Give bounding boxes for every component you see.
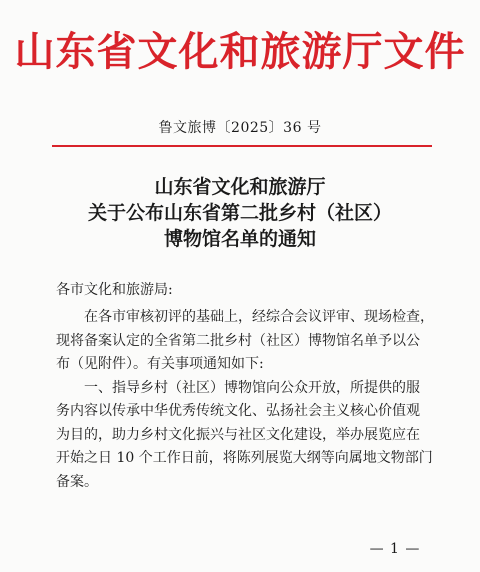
body-line-7: 开始之日 10 个工作日前，将陈列展览大纲等向属地文物部门 <box>56 450 433 466</box>
body-line-4: 一、指导乡村（社区）博物馆向公众开放，所提供的服 <box>84 379 420 396</box>
issuing-authority-header: 山东省文化和旅游厅文件 <box>14 28 466 75</box>
notice-title-line-1: 山东省文化和旅游厅 <box>154 176 326 198</box>
body-line-8: 备案。 <box>56 473 98 490</box>
notice-title <box>0 174 480 252</box>
body-line-6: 为目的，助力乡村文化振兴与社区文化建设，举办展览应在 <box>56 426 420 443</box>
notice-title-line-2: 关于公布山东省第二批乡村（社区） <box>87 202 392 224</box>
document-number: 鲁文旅博〔2025〕36 号 <box>158 120 322 136</box>
page-number: — 1 — <box>369 541 421 557</box>
body-line-1: 在各市审核初评的基础上，经综合会议评审、现场检查， <box>84 309 434 325</box>
red-separator-line <box>52 145 432 147</box>
body-line-2: 现将备案认定的全省第二批乡村（社区）博物馆名单予以公 <box>56 332 420 349</box>
body-line-3: 布（见附件）。有关事项通知如下: <box>56 356 264 372</box>
body-line-5: 务内容以传承中华优秀传统文化、弘扬社会主义核心价值观 <box>56 403 420 419</box>
body-text <box>56 306 432 494</box>
notice-title-line-3: 博物馆名单的通知 <box>163 228 316 250</box>
salutation: 各市文化和旅游局: <box>56 282 173 298</box>
